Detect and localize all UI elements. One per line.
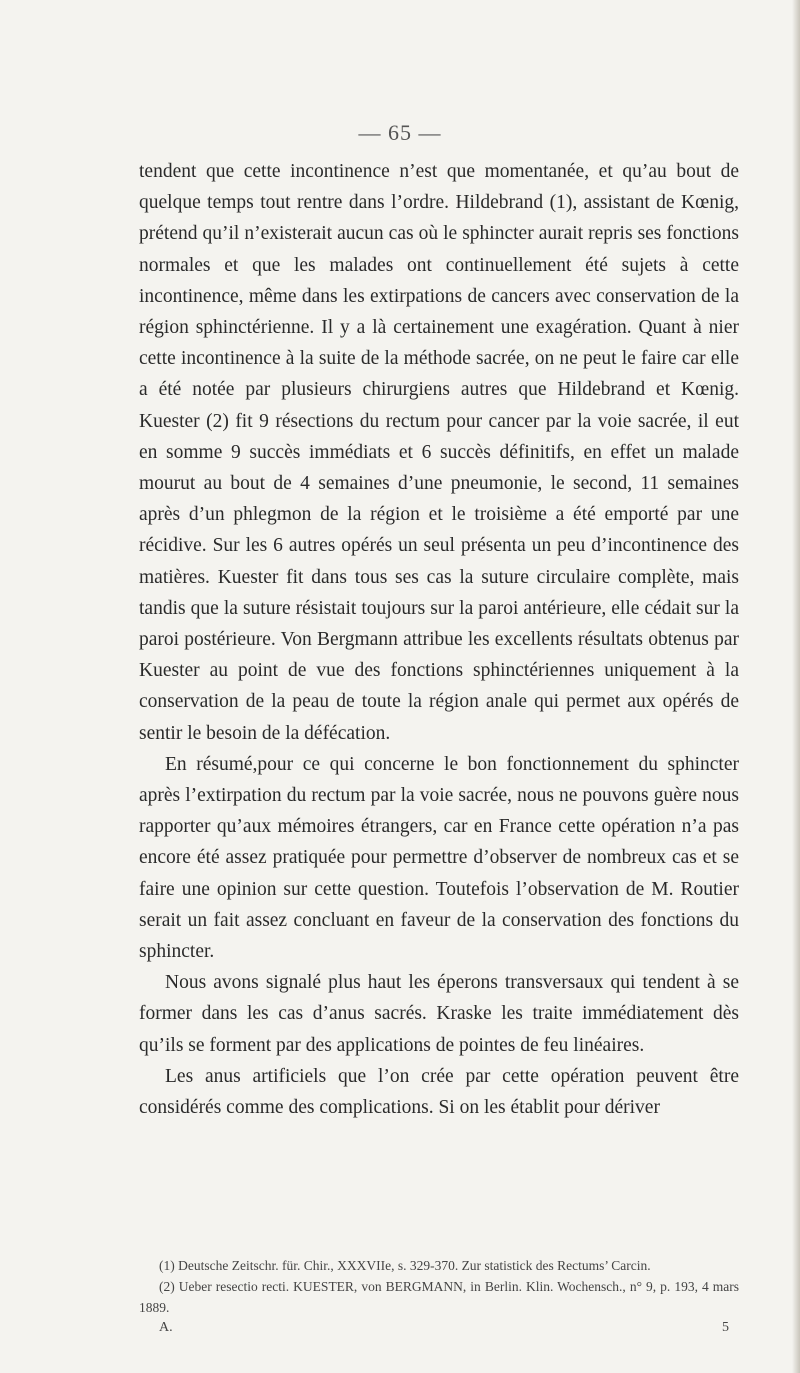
paragraph: Nous avons signalé plus haut les éperons transversaux qui tendent à se former dans les cas d’anus sacrés. Kraske les traite immédiatement dès qu’ils se forment par des applications de pointes de feu linéaires. bbox=[139, 972, 739, 1056]
paragraph: tendent que cette incontinence n’est que momentanée, et qu’au bout de quelque temps tout rentre dans l’ordre. Hildebrand (1), assistant de Kœnig, prétend qu’il n’existerait aucun cas où le sphincter aurait repris ses fonctions normales et que les malades ont continuellement été sujets à cette incontinence, même dans les extirpations de cancers avec conservation de la région sphinctérienne. Il y a là certainement une exagération. Quant à nier cette incontinence à la suite de la méthode sacrée, on ne peut le faire car elle a été notée par plusieurs chirurgiens autres que Hildebrand et Kœnig. Kuester (2) fit 9 résections du rectum pour cancer par la voie sacrée, il eut en somme 9 succès immédiats et 6 succès définitifs, en effet un malade mourut au bout de 4 semaines d’une pneumonie, le second, 11 semaines après d’un phlegmon de la région et le troisième a été emporté par une récidive. Sur les 6 autres opérés un seul présenta un peu d’incontinence des matières. Kuester fit dans tous ses cas la suture circulaire complète, mais tandis que la suture résistait toujours sur la paroi antérieure, elle cédait sur la paroi postérieure. Von Bergmann attribue les excellents résultats obtenus par Kuester au point de vue des fonctions sphinctériennes uniquement à la conservation de la peau de toute la région anale qui permet aux opérés de sentir le besoin de la défécation. bbox=[139, 161, 739, 744]
paragraph: En résumé,pour ce qui concerne le bon fonctionnement du sphincter après l’extirpation du rectum par la voie sacrée, nous ne pouvons guère nous rapporter qu’aux mémoires étrangers, car en France cette opération n’a pas encore été assez pratiquée pour permettre d’observer de nombreux cas et se faire une opinion sur cette question. Toutefois l’observation de M. Routier serait un fait assez concluant en faveur de la conservation des fonctions du sphincter. bbox=[139, 753, 739, 963]
signature-mark: A. bbox=[159, 1320, 173, 1335]
footnotes bbox=[139, 1255, 739, 1318]
body-text bbox=[139, 156, 739, 1123]
footnote: (1) Deutsche Zeitschr. für. Chir., XXXVIIe, s. 329-370. Zur statistick des Rectums’ Carcin. bbox=[159, 1258, 651, 1273]
paragraph: Les anus artificiels que l’on crée par cette opération peuvent être considérés comme des complications. Si on les établit pour dériver bbox=[139, 1065, 739, 1119]
footnote: (2) Ueber resectio recti. KUESTER, von BERGMANN, in Berlin. Klin. Wochensch., n° 9, p. 193, 4 mars 1889. bbox=[139, 1279, 739, 1315]
signature-number: 5 bbox=[722, 1320, 729, 1335]
scan-edge-shadow bbox=[792, 0, 800, 1373]
page-number: — 65 — bbox=[358, 120, 442, 145]
